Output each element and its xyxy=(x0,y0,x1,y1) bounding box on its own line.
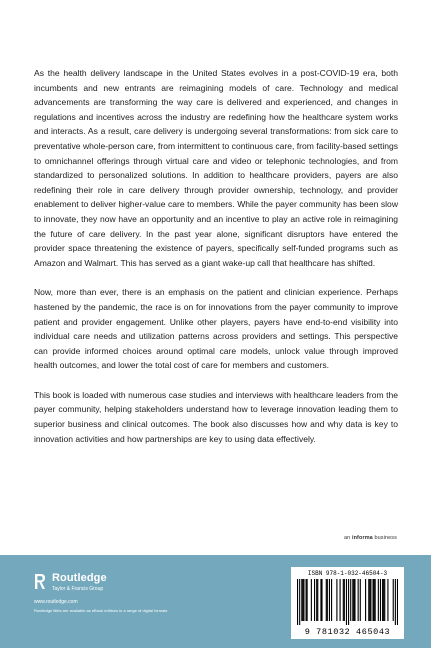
barcode-bar xyxy=(380,579,381,621)
informa-brand: informa xyxy=(351,535,373,541)
barcode-bar xyxy=(306,579,307,621)
barcode-bar xyxy=(382,579,383,621)
barcode-bar xyxy=(352,579,353,621)
barcode-bar xyxy=(297,579,298,625)
barcode-bar xyxy=(387,579,388,621)
barcode-bar xyxy=(358,579,359,621)
informa-prefix: an xyxy=(344,535,351,541)
barcode-bar xyxy=(314,579,315,621)
barcode-bar xyxy=(370,579,371,621)
barcode-bar xyxy=(372,579,373,621)
barcode-bar xyxy=(348,579,349,625)
barcode-bar xyxy=(329,579,330,621)
ebook-availability-note: Routledge titles are available as eBook editions in a range of digital formats xyxy=(34,608,168,613)
barcode-bar xyxy=(375,579,376,621)
barcode-bar xyxy=(307,579,308,621)
barcode-bar xyxy=(353,579,354,621)
informa-suffix: business xyxy=(374,535,397,541)
back-cover-description xyxy=(34,66,398,461)
barcode-bar xyxy=(320,579,321,621)
barcode-bar xyxy=(299,579,300,625)
isbn-barcode xyxy=(291,567,404,639)
barcode-bar xyxy=(384,579,385,621)
barcode-bar xyxy=(350,579,351,621)
barcode-bar xyxy=(344,579,345,621)
barcode-bar xyxy=(354,579,355,621)
publisher-imprint: Taylor & Francis Group xyxy=(52,586,104,592)
paragraph-3: This book is loaded with numerous case studies and interviews with healthcare leaders from the payer community, helping stakeholders understand how to leverage innovation leading them to superior business and clinical outcomes. The book also discusses how and why data is key to innovation activities and how partnerships are key to using data effectively. xyxy=(34,389,398,444)
barcode-bar xyxy=(395,579,396,625)
barcode-bar xyxy=(368,579,369,621)
paragraph-1: As the health delivery landscape in the United States evolves in a post-COVID-19 era, both incumbents and new entrants are reimagining models of care. Technology and medical advancements are transforming the way care is delivered and experienced, and changes in regulations and incentives across the industry are redefining how the healthcare system works and interacts. As a result, care delivery is undergoing several transformations: from sick care to preventative whole-person care, from intermittent to continuous care, from facility-based settings to omnichannel offerings through virtual care and video or telephonic technologies, and from standardized to personalized solutions. In addition to healthcare providers, payers are also redefining their role in care delivery through provider ownership, technology, and provider enablement to deliver higher-value care to members. While the payer community has been slow to innovate, they now have an opportunity and an incentive to play an active role in reimagining the future of care delivery. In the past year alone, significant disruptors have entered the provider space threatening the existence of payers, specifically self-funded programs such as Amazon and Walmart. This has served as a giant wake-up call that healthcare has shifted. xyxy=(34,68,398,268)
barcode-bar xyxy=(326,579,327,621)
barcode-digits: 9 781032 465043 xyxy=(304,627,391,637)
barcode-bar xyxy=(340,579,341,621)
barcode-bar xyxy=(346,579,347,625)
barcode-bar xyxy=(360,579,361,621)
barcode-bar xyxy=(311,579,312,621)
barcode-bar xyxy=(369,579,370,621)
barcode-bar xyxy=(374,579,375,621)
barcode-bar xyxy=(303,579,304,621)
barcode-bar xyxy=(302,579,303,621)
barcode-bar xyxy=(327,579,328,621)
barcode-bar xyxy=(321,579,322,621)
barcode-bar xyxy=(397,579,398,625)
informa-business-label xyxy=(344,535,397,541)
barcode-bar xyxy=(343,579,344,621)
barcode-bars xyxy=(297,579,398,625)
barcode-bar xyxy=(317,579,318,621)
barcode-bar xyxy=(331,579,332,621)
publisher-website: www.routledge.com xyxy=(34,599,78,605)
barcode-bar xyxy=(383,579,384,621)
routledge-r-logo-icon xyxy=(34,573,46,590)
barcode-bar xyxy=(301,579,302,621)
barcode-bar xyxy=(316,579,317,621)
barcode-bar xyxy=(365,579,366,621)
publisher-name: Routledge xyxy=(52,572,107,584)
isbn-number: ISBN 978-1-032-46504-3 xyxy=(307,570,388,577)
paragraph-2: Now, more than ever, there is an emphasis on the patient and clinician experience. Perhaps hastened by the pandemic, the race is on for innovations from the payer community to improve patient and provider engagement. Unlike other players, payers have end-to-end visibility into individual care needs and utilization patterns across providers and settings. This perspective can provide informed choices around optimal care models, unlock value through improved health outcomes, and lower the total cost of care for members and customers. xyxy=(34,287,398,371)
publisher-footer xyxy=(0,555,431,648)
barcode-bar xyxy=(378,579,379,621)
barcode-bar xyxy=(393,579,394,621)
barcode-bar xyxy=(336,579,337,621)
